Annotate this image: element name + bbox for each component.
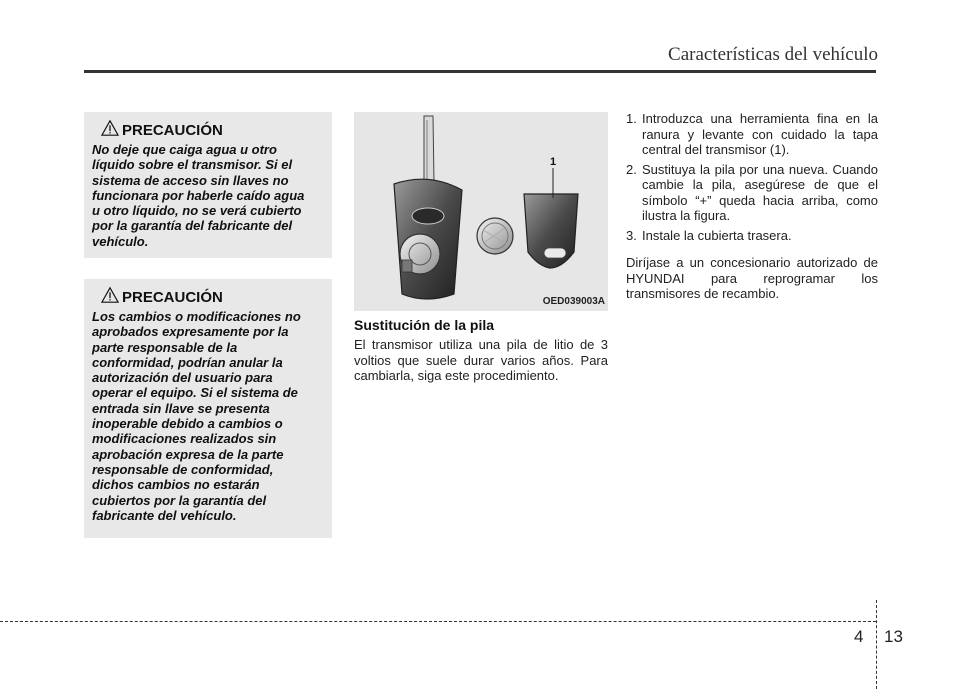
page-header-title: Características del vehículo [668,44,878,65]
callout-label [544,154,562,168]
caution-box-water [84,112,332,258]
header-rule [84,70,876,73]
page-number: 13 [884,627,903,646]
caution-title: PRECAUCIÓN [122,122,223,139]
footer-divider [876,600,877,689]
step-item: 3. Instale la cubierta trasera. [626,227,792,243]
key-fob-drawing [354,112,608,311]
warning-triangle-icon [101,119,119,137]
section-title: Sustitución de la pila [354,317,495,333]
caution-text: Los cambios o modificaciones no aprobados expresamente por la parte responsable de la conformidad, podrían anular la autorización del usuario para operar el equipo. Si el sistema de entrada sin llave se presenta inoperable debido a cambios o modificaciones realizados sin aprobación expresa de la parte responsable de conformidad, dichos cambios no estarán cubiertos por la garantía del fabricante del vehículo. [92,309,301,523]
caution-text: No deje que caiga agua u otro líquido sobre el transmisor. Si el sistema de acceso sin llaves no funcionara por haberle caído agua u otro líquido, no se verá cubierto por la garantía del fabricante del vehículo. [92,142,305,249]
step-item: 2. Sustituya la pila por una nueva. Cuando cambie la pila, asegúrese de que el símbolo “+” queda hacia arriba, como ilustra la figura. [626,161,878,223]
dealer-note: Diríjase a un concesionario autorizado de HYUNDAI para reprogramar los transmisores de recambio. [626,255,878,301]
caution-box-modifications [84,279,332,538]
step-item: 1. Introduzca una herramienta fina en la ranura y levante con cuidado la tapa central del transmisor (1). [626,111,878,157]
procedure-steps [626,111,878,247]
section-body: El transmisor utiliza una pila de litio de 3 voltios que suele durar varios años. Para cambiarla, siga este procedimiento. [354,337,608,383]
footer-rule [0,621,876,622]
key-battery-illustration [354,112,608,311]
chapter-number: 4 [854,627,864,646]
caution-title: PRECAUCIÓN [122,289,223,306]
figure-code: OED039003A [542,296,605,307]
svg-text:1: 1 [549,156,557,168]
warning-triangle-icon [101,286,119,304]
